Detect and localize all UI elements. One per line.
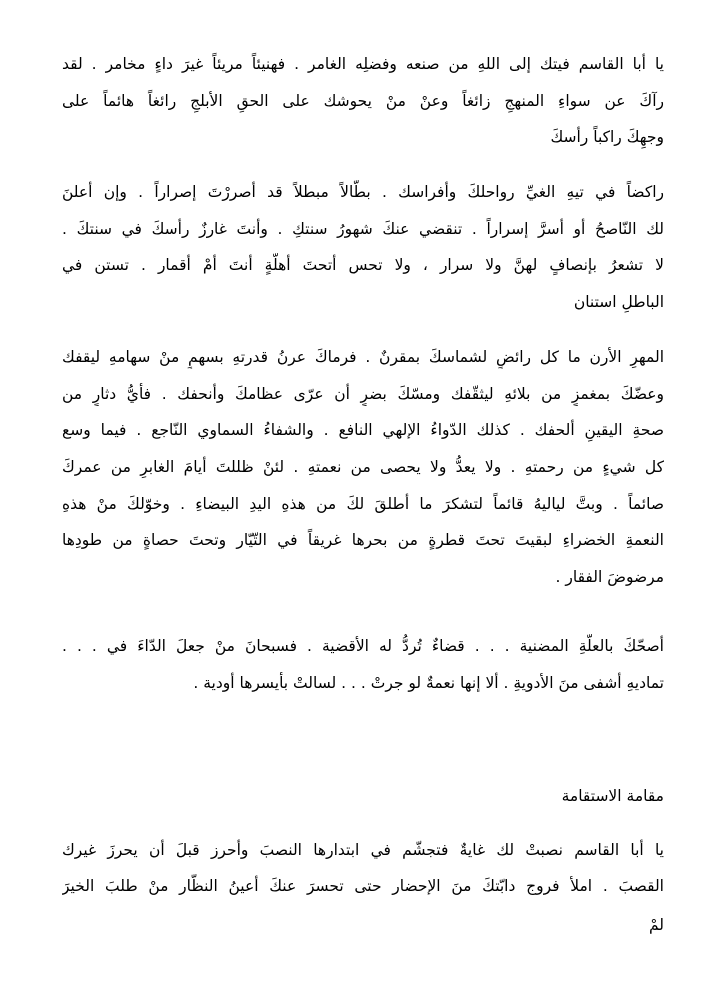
text-line: لمْ — [648, 916, 664, 934]
text-line: المهرِ الأرن ما كل رائضٍ لشماسكَ بمقرنٌ . فرماكَ عرنُ قدرتهِ بسهمٍ منْ سهامهِ ليقفك — [62, 348, 664, 366]
text-line: أصحّكَ بالعلّةِ المضنية . . . قضاءٌ تُردُّ له الأقضية . فسبحانَ منْ جعلَ الدّاءَ في . . . — [62, 637, 664, 655]
text-line: الباطلِ استنان — [573, 293, 664, 311]
text-line: صحةِ اليقينِ ألحفك . كذلك الدّواءُ الإلهي النافع . والشفاءُ السماوي النّاجع . فيما وسع — [62, 421, 664, 439]
text-line: يا أبا القاسم نصبتْ لك غايةٌ فتجشّم في ابتدارها النصبَ وأحرز قبلَ أن يحرزَ غيرك — [62, 841, 664, 859]
text-line: لا تشعرُ بإنصافٍ لهنَّ ولا سرار ، ولا تحس أتحتَ أهلّةٍ أنتَ أمْ أقمار . تستن في — [62, 256, 664, 274]
text-line: راكضاً في تيهِ الغيِّ رواحلكَ وأفراسك . بطّالاً مبطلاً قد أصررْتَ إصراراً . وإن أعلنَ — [62, 183, 664, 201]
text-line: القصبَ . املأ فروج دابّتكَ منَ الإحضار حتى تحسرَ عنكَ أعينُ النظّار منْ طلبَ الخيرَ — [62, 877, 664, 895]
section-heading: مقامة الاستقامة — [561, 787, 664, 805]
text-line: وجهِكَ راكباً رأسكَ — [550, 128, 664, 146]
text-line: وعضّكَ بمغمزٍ من بلائهِ ليثقّفك ومسّكَ بضرٍ أن عرّى عظامكَ وأنحفك . فأيُّ دثارٍ من — [62, 385, 664, 403]
text-line: رآكَ عن سواءِ المنهجِ زائغاً وعنْ منْ يحوشك على الحقِ الأبلجِ رائغاً هائماً على — [62, 92, 664, 110]
text-line: النعمةِ الخضراءِ لبقيتَ تحتَ قطرةٍ من بحرها غريقاً في التّيّار وتحتَ حصاةٍ من طودِها — [62, 531, 664, 549]
text-line: يا أبا القاسم فيتك إلى اللهِ من صنعه وفضلِه الغامر . فهنيئاً مريئاً غيرَ داءٍ مخامر . لقد — [62, 55, 664, 73]
text-line: صائماً . وبتَّ لياليهُ قائماً لتشكرَ ما أطلقَ لكَ من هذهِ اليدِ البيضاءِ . وخوّلكَ منْ هذهِ — [62, 495, 664, 513]
text-line: كل شيءٍ من رحمتهِ . ولا يعدُّ ولا يحصى من نعمتهِ . لئنْ ظللتَ أيامَ الغابرِ من عمركَ — [62, 458, 664, 476]
text-line: تماديهِ أشفى منَ الأدويةِ . ألا إنها نعمةٌ لو جرتْ . . . لسالتْ بأيسرها أودية . — [193, 674, 664, 692]
text-line: مرضوضَ الفقار . — [555, 568, 664, 586]
text-line: لك النّاصحُ أو أسرَّ إسراراً . تنقضي عنكَ شهورُ سنتكِ . وأنتَ غارزٌ رأسكَ في سنتكَ . — [62, 220, 664, 238]
